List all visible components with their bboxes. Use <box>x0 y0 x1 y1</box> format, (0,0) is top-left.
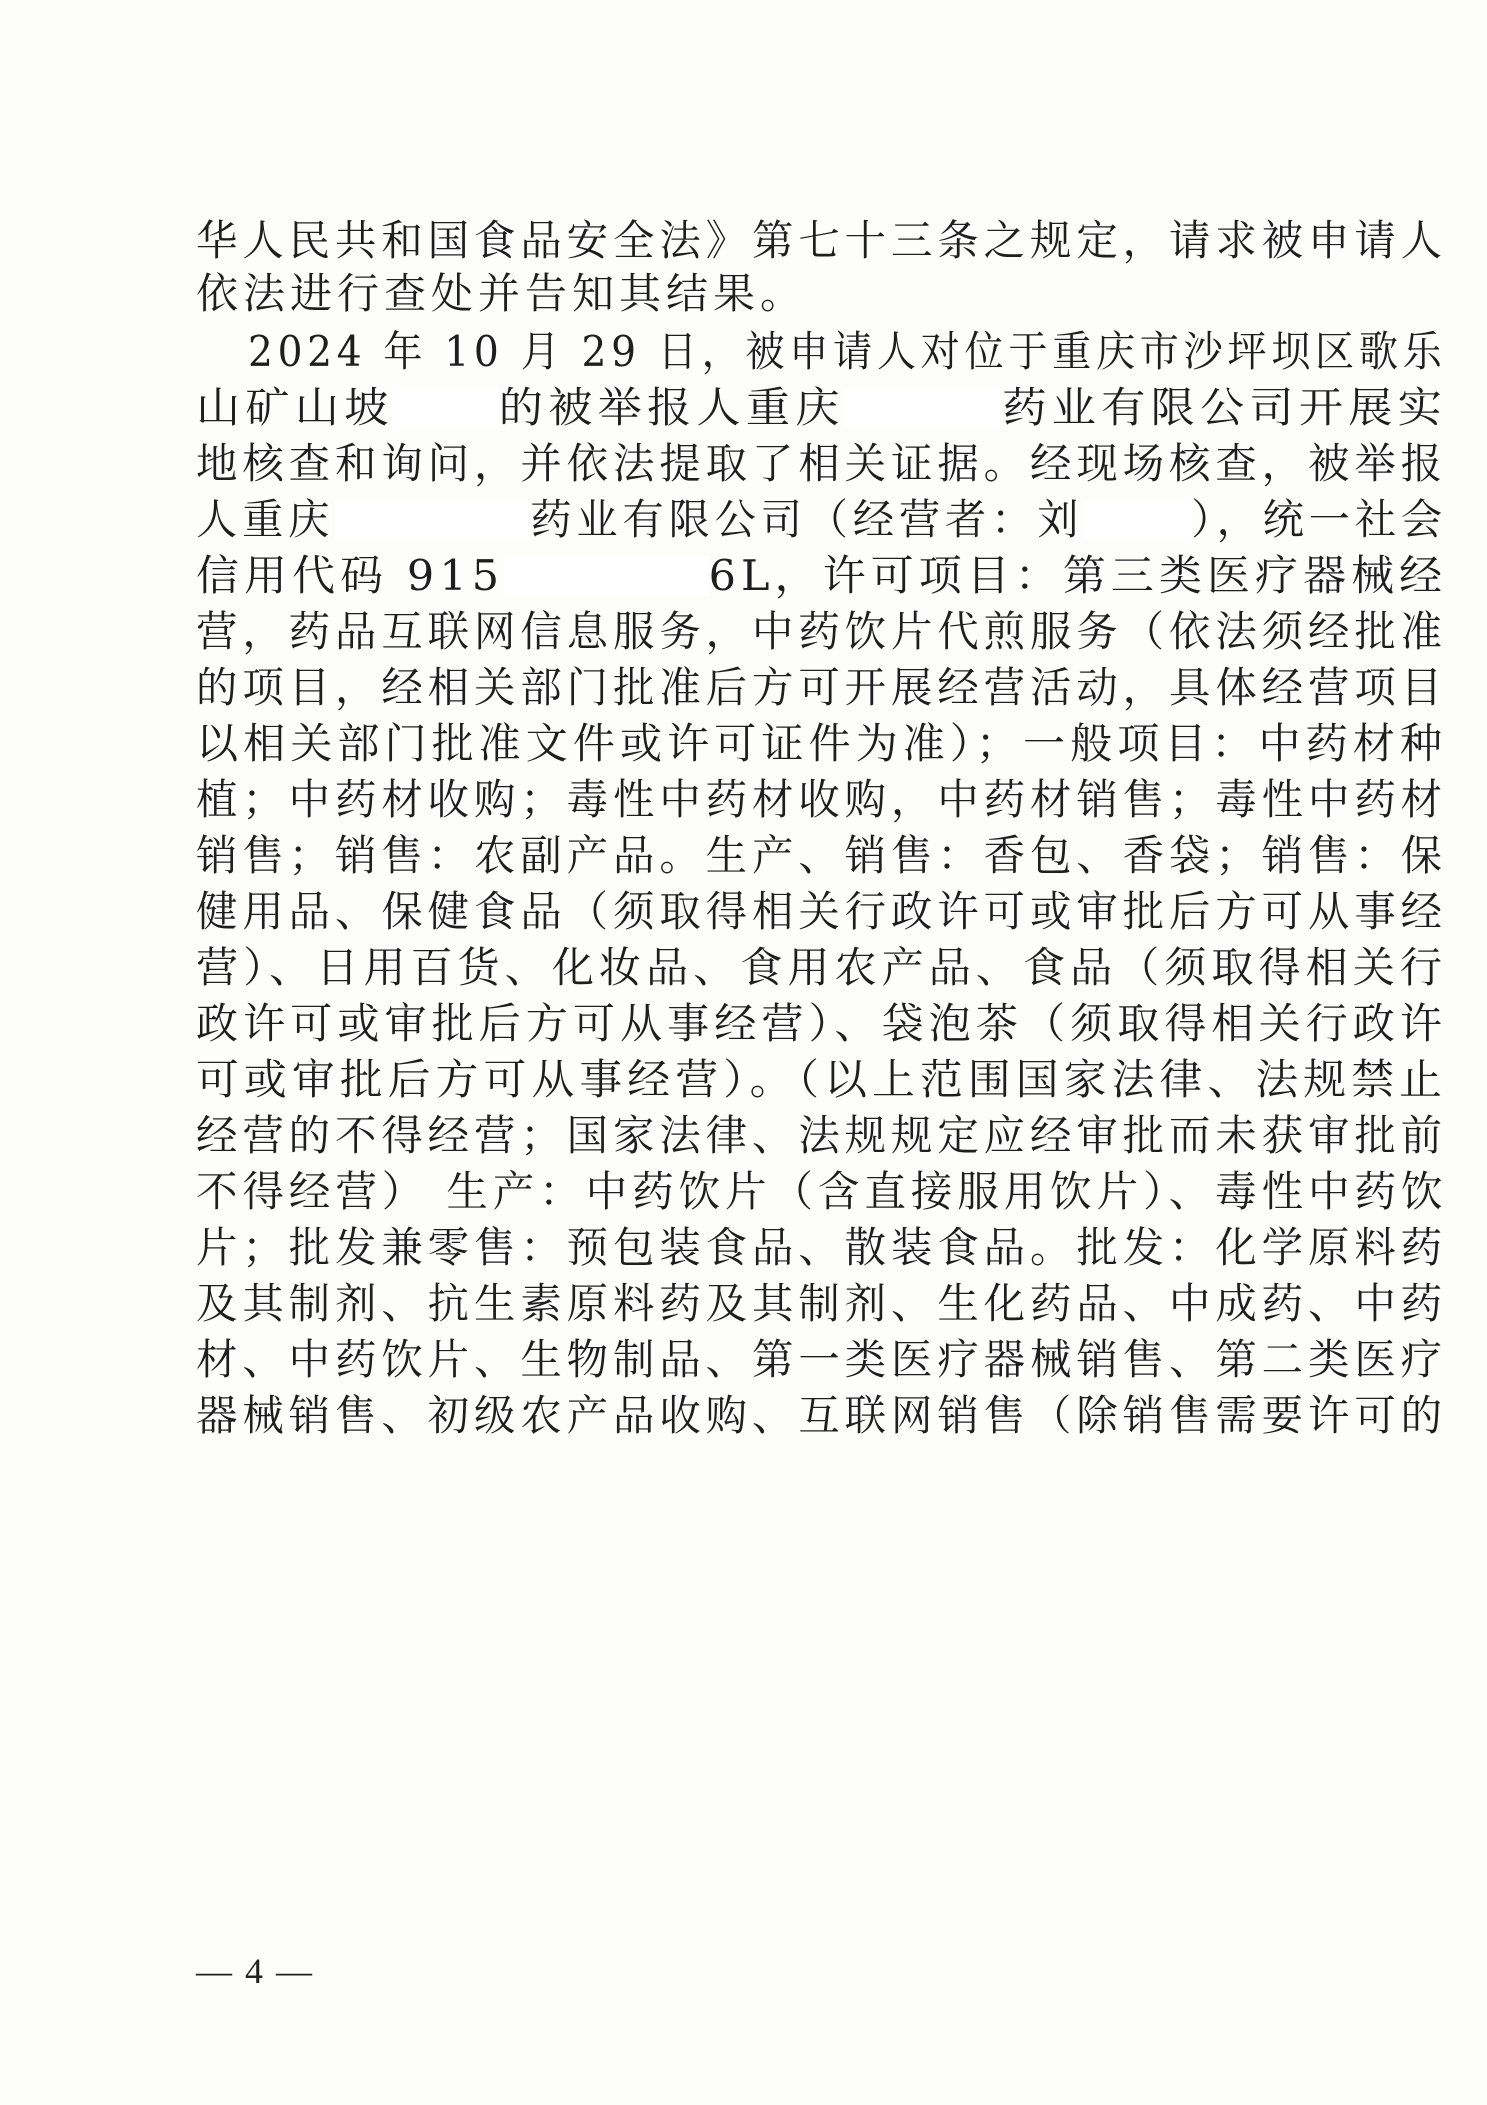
text-segment: 的项目，经相关部门批准后方可开展经营活动，具体经营项目 <box>196 663 1447 712</box>
text-line <box>196 1390 1447 1442</box>
text-line <box>196 718 1447 770</box>
text-segment: 的被举报人重庆 <box>498 383 845 432</box>
text-line <box>196 774 1447 826</box>
redaction-mark <box>1083 500 1191 540</box>
text-segment: 健用品、保健食品（须取得相关行政许可或审批后方可从事经 <box>196 887 1447 936</box>
redaction-mark <box>845 388 1003 428</box>
text-segment: 药业有限公司（经营者：刘 <box>530 495 1084 544</box>
text-segment: 地核查和询问，并依法提取了相关证据。经现场核查，被举报 <box>196 439 1447 488</box>
text-line <box>196 1334 1447 1386</box>
text-segment: 经营的不得经营；国家法律、法规规定应经审批而未获审批前 <box>196 1111 1447 1160</box>
text-segment: 依法进行查处并告知其结果。 <box>196 269 808 318</box>
text-segment: 6L，许可项目：第三类医疗器械经 <box>708 551 1448 600</box>
text-segment: 可或审批后方可从事经营）。（以上范围国家法律、法规禁止 <box>196 1055 1448 1104</box>
text-segment: 器械销售、初级农产品收购、互联网销售（除销售需要许可的 <box>196 1391 1447 1440</box>
text-line <box>196 886 1447 938</box>
text-segment: 不得经营） 生产：中药饮片（含直接服用饮片）、毒性中药饮 <box>196 1167 1448 1216</box>
redaction-mark <box>394 388 499 428</box>
text-line <box>196 268 807 320</box>
text-line <box>196 438 1447 490</box>
text-line <box>196 1110 1447 1162</box>
text-line <box>196 494 1447 546</box>
text-segment: 山矿山坡 <box>196 383 394 432</box>
text-line <box>196 382 1447 434</box>
text-segment: 营）、日用百货、化妆品、食用农产品、食品（须取得相关行 <box>196 943 1448 992</box>
redaction-mark <box>334 500 530 540</box>
text-line <box>196 830 1447 882</box>
text-line <box>196 1054 1447 1106</box>
redaction-mark <box>504 556 708 596</box>
text-line <box>196 942 1447 994</box>
page-number: — 4 — <box>196 1951 314 1991</box>
text-segment: 信用代码 915 <box>196 551 505 600</box>
text-segment: 2024 年 10 月 29 日，被申请人对位于重庆市沙坪坝区歌乐 <box>248 327 1447 376</box>
text-segment: 营，药品互联网信息服务，中药饮片代煎服务（依法须经批准 <box>196 607 1447 656</box>
text-segment: 及其制剂、抗生素原料药及其制剂、生化药品、中成药、中药 <box>196 1279 1447 1328</box>
text-segment: 以相关部门批准文件或许可证件为准）；一般项目：中药材种 <box>196 719 1448 768</box>
text-line <box>196 1278 1447 1330</box>
text-segment: 材、中药饮片、生物制品、第一类医疗器械销售、第二类医疗 <box>196 1335 1447 1384</box>
text-line <box>196 662 1447 714</box>
text-line <box>196 215 1447 267</box>
text-segment: 销售；销售：农副产品。生产、销售：香包、香袋；销售：保 <box>196 831 1447 880</box>
text-segment: 植；中药材收购；毒性中药材收购，中药材销售；毒性中药材 <box>196 775 1447 824</box>
text-line <box>196 998 1447 1050</box>
text-line <box>196 1166 1447 1218</box>
text-line <box>248 326 1447 378</box>
text-segment: 人重庆 <box>196 495 335 544</box>
text-segment: ），统一社会 <box>1191 495 1448 544</box>
text-segment: 片；批发兼零售：预包装食品、散装食品。批发：化学原料药 <box>196 1223 1447 1272</box>
text-segment: 华人民共和国食品安全法》第七十三条之规定，请求被申请人 <box>196 216 1447 265</box>
text-line <box>196 550 1447 602</box>
text-segment: 药业有限公司开展实 <box>1002 383 1448 432</box>
text-line <box>196 606 1447 658</box>
text-line <box>196 1222 1447 1274</box>
text-segment: 政许可或审批后方可从事经营）、袋泡茶（须取得相关行政许 <box>196 999 1448 1048</box>
